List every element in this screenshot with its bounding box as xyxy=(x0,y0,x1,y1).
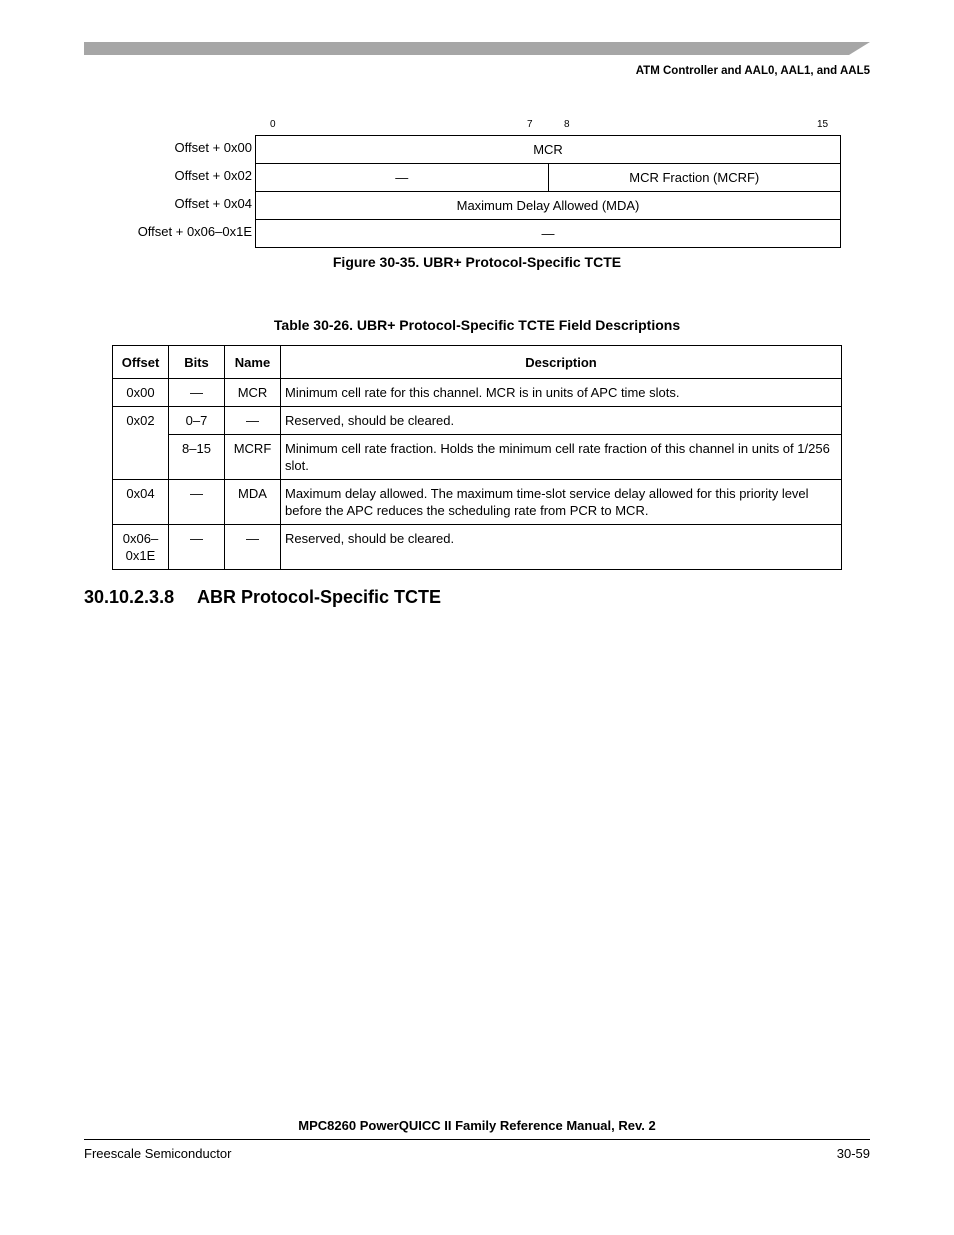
register-row xyxy=(256,136,841,164)
table-row xyxy=(113,435,842,480)
column-header-name: Name xyxy=(225,346,281,379)
cell-name: MCR xyxy=(225,379,281,407)
table-caption: Table 30-26. UBR+ Protocol-Specific TCTE Field Descriptions xyxy=(273,317,681,333)
cell-description: Reserved, should be cleared. xyxy=(281,407,842,435)
cell-description: Minimum cell rate fraction. Holds the minimum cell rate fraction of this channel in units of 1/256 slot. xyxy=(281,435,842,480)
register-row xyxy=(256,164,841,192)
cell-description: Minimum cell rate for this channel. MCR is in units of APC time slots. xyxy=(281,379,842,407)
table-row xyxy=(113,407,842,435)
company-name: Freescale Semiconductor xyxy=(84,1146,232,1161)
cell-bits: — xyxy=(169,525,225,570)
figure-caption: Figure 30-35. UBR+ Protocol-Specific TCTE xyxy=(332,254,622,270)
cell-offset: 0x00 xyxy=(113,379,169,407)
cell-bits: 8–15 xyxy=(169,435,225,480)
section-heading xyxy=(84,587,441,608)
cell-offset: 0x04 xyxy=(113,480,169,525)
offset-label: Offset + 0x06–0x1E xyxy=(137,224,252,239)
register-diagram xyxy=(255,135,841,248)
cell-description: Maximum delay allowed. The maximum time-slot service delay allowed for this priority level before the APC reduces the scheduling rate from PCR to MCR. xyxy=(281,480,842,525)
manual-title: MPC8260 PowerQUICC II Family Reference Manual, Rev. 2 xyxy=(298,1118,656,1133)
offset-label: Offset + 0x02 xyxy=(174,168,252,183)
register-field-mcr: MCR xyxy=(256,136,841,164)
register-field-reserved: — xyxy=(256,220,841,248)
section-title: ABR Protocol-Specific TCTE xyxy=(197,587,442,607)
field-description-table xyxy=(112,345,842,570)
footer-rule xyxy=(84,1139,870,1140)
header-bar xyxy=(84,42,870,55)
register-field-reserved: — xyxy=(256,164,549,192)
register-row xyxy=(256,220,841,248)
offset-label: Offset + 0x00 xyxy=(174,140,252,155)
cell-bits: 0–7 xyxy=(169,407,225,435)
bit-number-0: 0 xyxy=(270,119,276,130)
table-row xyxy=(113,379,842,407)
register-field-mcrf: MCR Fraction (MCRF) xyxy=(548,164,841,192)
bit-number-7: 7 xyxy=(527,119,533,130)
register-row xyxy=(256,192,841,220)
cell-offset: 0x06– 0x1E xyxy=(113,525,169,570)
chapter-title: ATM Controller and AAL0, AAL1, and AAL5 xyxy=(635,65,870,77)
table-row xyxy=(113,480,842,525)
table-header-row xyxy=(113,346,842,379)
column-header-offset: Offset xyxy=(113,346,169,379)
cell-description: Reserved, should be cleared. xyxy=(281,525,842,570)
table-row xyxy=(113,525,842,570)
section-number: 30.10.2.3.8 xyxy=(84,587,175,607)
cell-name: — xyxy=(225,407,281,435)
offset-label: Offset + 0x04 xyxy=(174,196,252,211)
cell-name: — xyxy=(225,525,281,570)
cell-name: MDA xyxy=(225,480,281,525)
bit-number-15: 15 xyxy=(817,119,829,130)
page-number: 30-59 xyxy=(836,1146,870,1161)
cell-offset: 0x02 xyxy=(113,407,169,480)
cell-name: MCRF xyxy=(225,435,281,480)
bit-number-8: 8 xyxy=(564,119,570,130)
column-header-bits: Bits xyxy=(169,346,225,379)
cell-bits: — xyxy=(169,480,225,525)
cell-bits: — xyxy=(169,379,225,407)
register-field-mda: Maximum Delay Allowed (MDA) xyxy=(256,192,841,220)
column-header-description: Description xyxy=(281,346,842,379)
